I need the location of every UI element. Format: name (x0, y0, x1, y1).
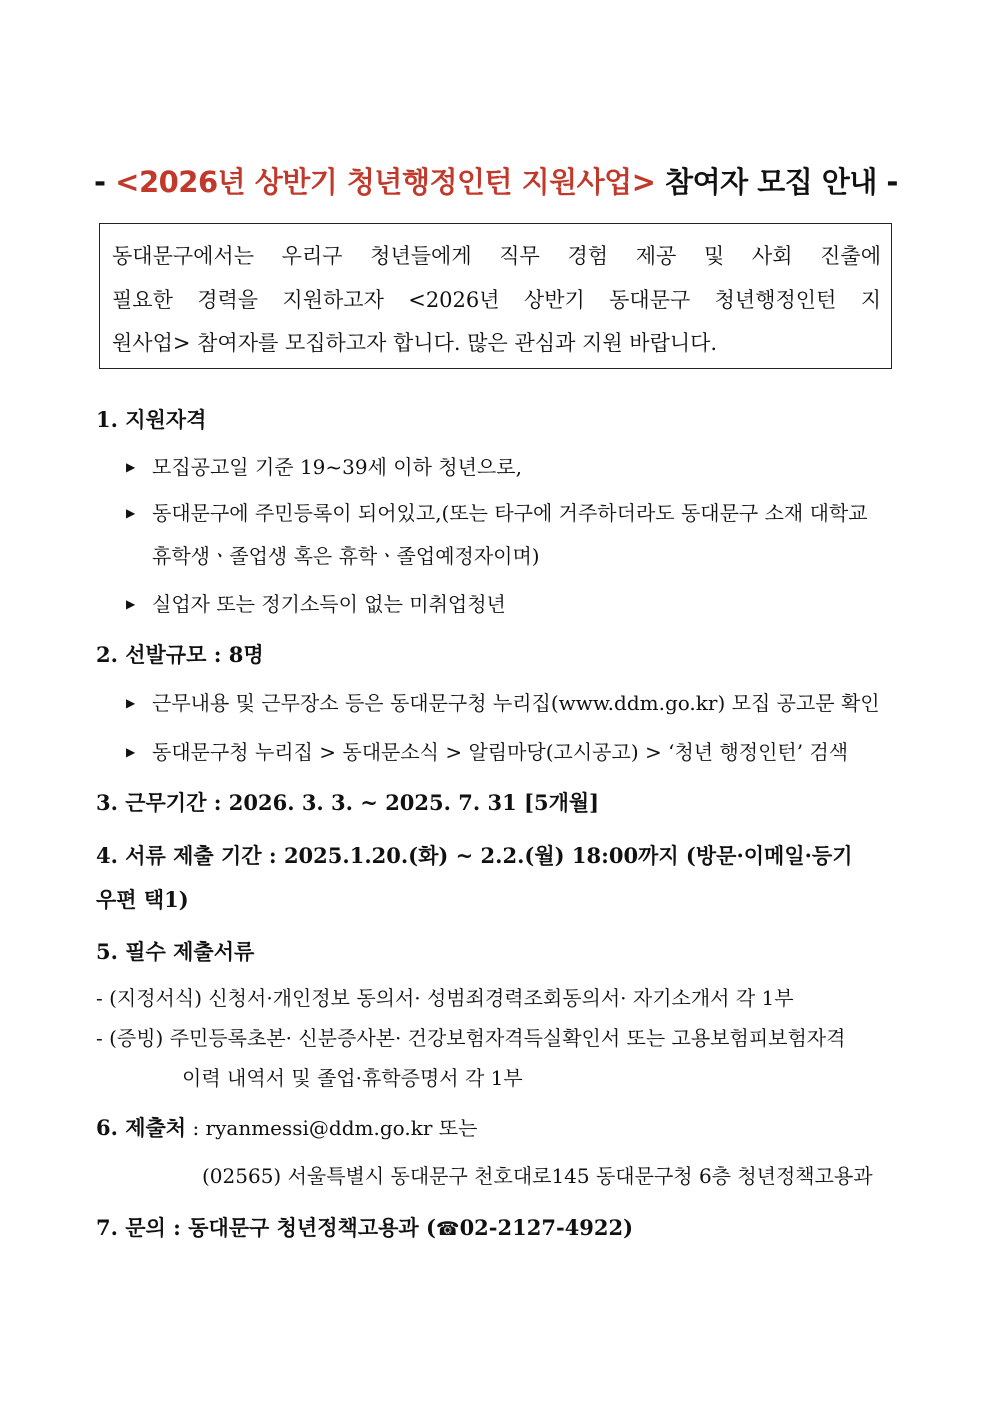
list-item (126, 736, 848, 765)
contact-line (96, 1212, 633, 1242)
bullet-triangle-icon: ▶ (126, 506, 136, 520)
bullet-triangle-icon: ▶ (126, 696, 136, 710)
bullet-triangle-icon: ▶ (126, 597, 136, 611)
section-heading: 7. 문의 : 동대문구 청년정책고용과 ( (96, 1215, 436, 1240)
list-item-text: 실업자 또는 정기소득이 없는 미취업청년 (152, 592, 506, 616)
section-heading-continuation: 우편 택1) (96, 887, 189, 912)
section-heading: 2. 선발규모 : 8명 (96, 642, 264, 667)
section-heading: 4. 서류 제출 기간 : 2025.1.20.(화) ~ 2.2.(월) 18:00까지 (방문·이메일·등기 (96, 843, 853, 868)
bullet-triangle-icon: ▶ (126, 460, 136, 474)
section-heading: 1. 지원자격 (96, 407, 207, 432)
postal-address: (02565) 서울특별시 동대문구 천호대로145 동대문구청 6층 청년정책고용과 (202, 1164, 873, 1188)
page-title (0, 160, 992, 201)
section-heading: 5. 필수 제출서류 (96, 939, 255, 964)
list-item-text: 모집공고일 기준 19~39세 이하 청년으로, (152, 455, 522, 479)
title-highlight: <2026년 상반기 청년행정인턴 지원사업> (115, 165, 656, 199)
intro-line: 원사업> 참여자를 모집하고자 합니다. 많은 관심과 지원 바랍니다. (112, 331, 718, 355)
submission-line (96, 1112, 477, 1142)
document-line: - (지정서식) 신청서·개인정보 동의서· 성범죄경력조회동의서· 자기소개서 각 1부 (96, 986, 794, 1010)
section-heading: 3. 근무기간 : 2026. 3. 3. ~ 2025. 7. 31 [5개월] (96, 790, 600, 815)
list-item-text: 동대문구청 누리집 > 동대문소식 > 알림마당(고시공고) > ‘청년 행정인턴’ 검색 (152, 740, 849, 764)
title-rest: 참여자 모집 안내 - (655, 165, 898, 199)
title-dash: - (94, 165, 116, 199)
list-item-text: 동대문구에 주민등록이 되어있고,(또는 타구에 거주하더라도 동대문구 소재 대학교 (152, 501, 868, 525)
section-heading: 6. 제출처 (96, 1115, 187, 1140)
list-item-text: 근무내용 및 근무장소 등은 동대문구청 누리집(www.ddm.go.kr) 모집 공고문 확인 (152, 691, 880, 715)
bullet-triangle-icon: ▶ (126, 745, 136, 759)
list-item (126, 687, 880, 716)
list-item (126, 451, 522, 480)
email-address: : ryanmessi@ddm.go.kr 또는 (186, 1116, 478, 1140)
document-line-continuation: 이력 내역서 및 졸업·휴학증명서 각 1부 (182, 1066, 523, 1090)
phone-number: 02-2127-4922) (459, 1215, 634, 1240)
list-item-continuation: 휴학생ㆍ졸업생 혹은 휴학ㆍ졸업예정자이며) (152, 544, 540, 568)
list-item (126, 497, 868, 526)
intro-line: 동대문구에서는 우리구 청년들에게 직무 경험 제공 및 사회 진출에 (112, 244, 881, 268)
list-item (126, 588, 506, 617)
intro-box (99, 223, 892, 369)
intro-line: 필요한 경력을 지원하고자 <2026년 상반기 동대문구 청년행정인턴 지 (112, 288, 881, 312)
document-line: - (증빙) 주민등록초본· 신분증사본· 건강보험자격득실확인서 또는 고용보험피보험자격 (96, 1026, 846, 1050)
telephone-icon: ☎ (435, 1218, 460, 1240)
